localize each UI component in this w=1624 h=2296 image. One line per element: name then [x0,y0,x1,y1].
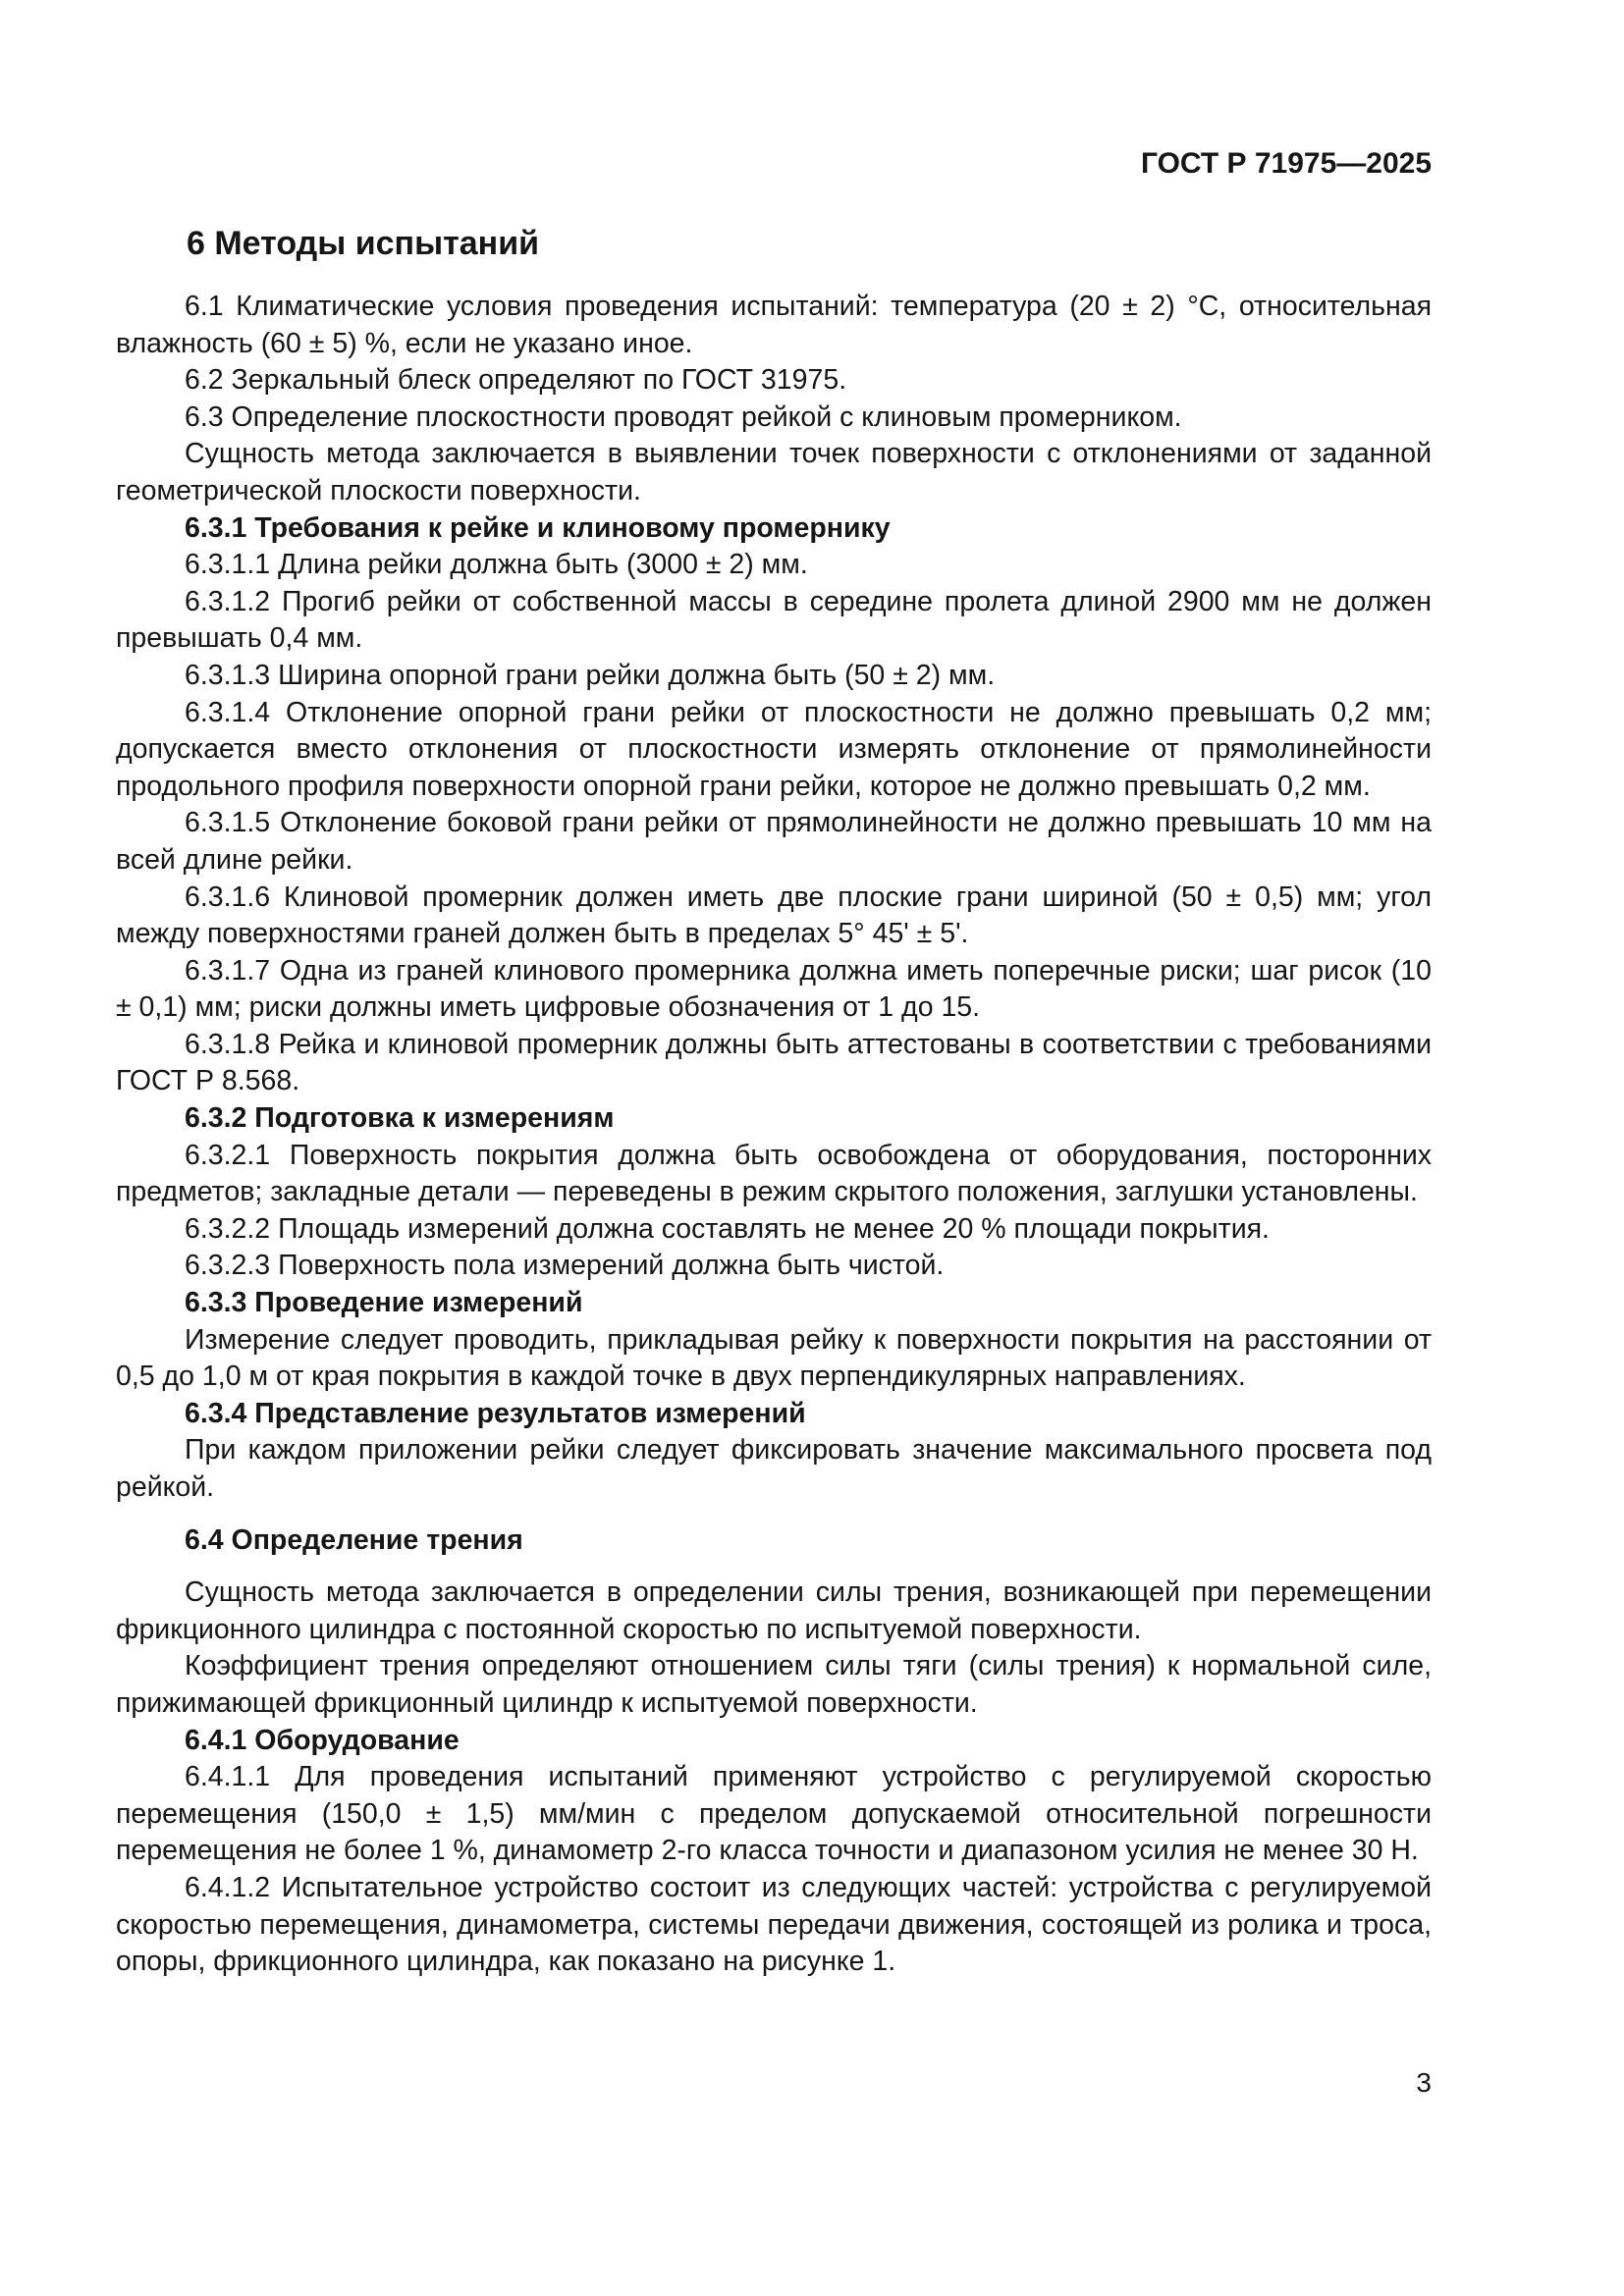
paragraph: 6.3 Определение плоскостности проводят рейкой с клиновым промерником. [185,400,1182,433]
paragraph: Коэффициент трения определяют отношением силы тяги (силы трения) к нормальной силе, прижимающей фрикционный цилиндр к испытуемой поверхности. [116,1650,1432,1719]
section-title: 6 Методы испытаний [187,225,540,262]
paragraph: 6.3.1.7 Одна из граней клинового промерника должна иметь поперечные риски; шаг рисок (10 ± 0,1) мм; риски должны иметь цифровые обозначения от 1 до 15. [116,954,1432,1024]
paragraph: 6.3.1.4 Отклонение опорной грани рейки от плоскостности не должно превышать 0,2 мм; допускается вместо отклонения от плоскостности измерять отклонение от прямолинейности продольного профиля поверхности опорной грани рейки, которое не должно превышать 0,2 мм. [116,696,1432,802]
paragraph: 6.4.1.2 Испытательное устройство состоит из следующих частей: устройства с регулируемой скоростью перемещения, динамометра, системы передачи движения, состоящей из ролика и троса, опоры, фрикционного цилиндра, как показано на рисунке 1. [116,1871,1432,1978]
paragraph: Измерение следует проводить, прикладывая рейку к поверхности покрытия на расстоянии от 0,5 до 1,0 м от края покрытия в каждой точке в двух перпендикулярных направлениях. [116,1323,1432,1393]
document-body [116,289,1432,1981]
paragraph: 6.3.2.2 Площадь измерений должна составлять не менее 20 % площади покрытия. [185,1212,1270,1245]
paragraph: 6.2 Зеркальный блеск определяют по ГОСТ 31975. [185,364,847,397]
paragraph: 6.3.1.3 Ширина опорной грани рейки должна быть (50 ± 2) мм. [185,659,996,691]
standard-number: ГОСТ Р 71975—2025 [1140,147,1432,180]
paragraph: 6.4.1.1 Для проведения испытаний применяют устройство с регулируемой скоростью перемещения (150,0 ± 1,5) мм/мин с пределом допускаемой относительной погрешности перемещения не более 1 %, динамометр 2-го класса точности и диапазоном усилия не менее 30 Н. [116,1761,1432,1867]
paragraph: 6.3.1.1 Длина рейки должна быть (3000 ± 2) мм. [185,549,808,581]
subsection-heading: 6.4.1 Оборудование [185,1724,460,1756]
paragraph: Сущность метода заключается в выявлении точек поверхности с отклонениями от заданной геометрической плоскости поверхности. [116,438,1432,507]
subsection-heading: 6.3.3 Проведение измерений [185,1287,583,1319]
paragraph: 6.3.2.1 Поверхность покрытия должна быть освобождена от оборудования, посторонних предметов; закладные детали — переведены в режим скрытого положения, заглушки установлены. [116,1139,1432,1208]
paragraph: 6.3.1.5 Отклонение боковой грани рейки от прямолинейности не должно превышать 10 мм на всей длине рейки. [116,807,1432,876]
subsection-heading: 6.3.4 Представление результатов измерений [185,1397,806,1429]
paragraph: 6.3.1.8 Рейка и клиновой промерник должны быть аттестованы в соответствии с требованиями ГОСТ Р 8.568. [116,1028,1432,1097]
paragraph: Сущность метода заключается в определении силы трения, возникающей при перемещении фрикционного цилиндра с постоянной скоростью по испытуемой поверхности. [116,1576,1432,1645]
paragraph: 6.3.2.3 Поверхность пола измерений должна быть чистой. [185,1250,945,1282]
paragraph: 6.1 Климатические условия проведения испытаний: температура (20 ± 2) °С, относительная влажность (60 ± 5) %, если не указано иное. [116,291,1432,359]
subsection-heading: 6.3.2 Подготовка к измерениям [185,1102,615,1135]
subsection-heading: 6.4 Определение трения [185,1523,523,1556]
page-number: 3 [1416,2067,1432,2098]
paragraph: 6.3.1.2 Прогиб рейки от собственной массы в середине пролета длиной 2900 мм не должен превышать 0,4 мм. [116,585,1432,655]
subsection-heading: 6.3.1 Требования к рейке и клиновому промернику [185,511,891,544]
paragraph: При каждом приложении рейки следует фиксировать значение максимального просвета под рейкой. [116,1434,1432,1503]
paragraph: 6.3.1.6 Клиновой промерник должен иметь две плоские грани шириной (50 ± 0,5) мм; угол между поверхностями граней должен быть в пределах 5° 45' ± 5'. [116,881,1432,950]
